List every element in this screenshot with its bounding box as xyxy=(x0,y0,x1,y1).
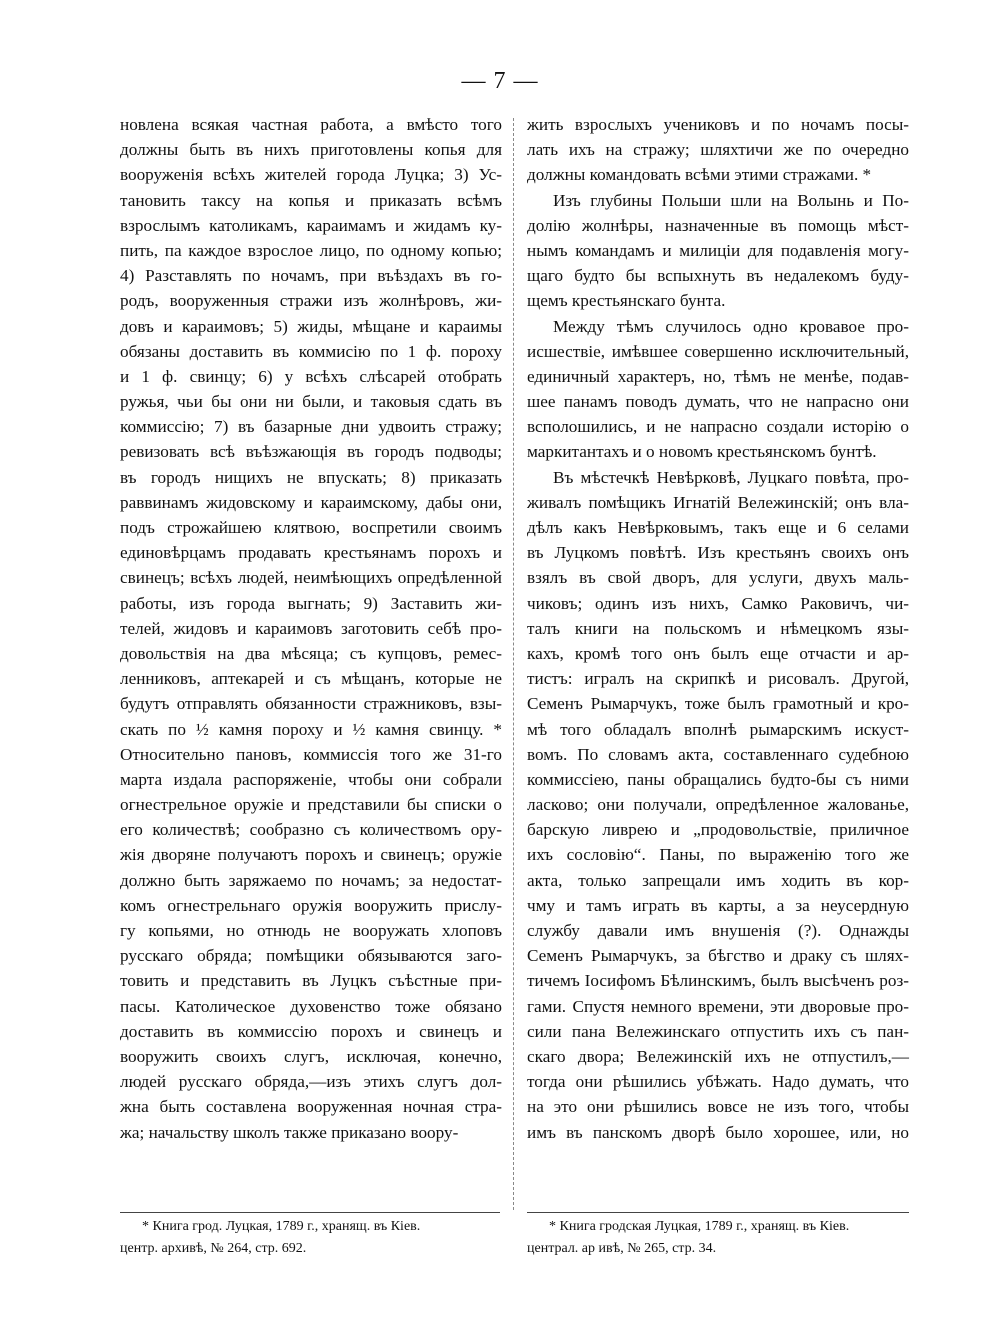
left-column-line: будутъ отправлять обязанности стражниковъ, взы- xyxy=(120,694,502,714)
right-column xyxy=(527,112,909,1145)
right-column-line: коммиссіею, паны обращались будто-бы съ ними xyxy=(527,769,909,789)
right-column-line: Между тѣмъ случилось одно кровавое про- xyxy=(553,316,909,336)
left-column-line: взрослымъ католикамъ, караимамъ и жидамъ ку- xyxy=(120,215,502,235)
left-column-line: вооруженія всѣхъ жителей города Луцка; 3) Ус- xyxy=(120,165,502,185)
right-column-line: талъ книги на польскомъ и нѣмецкомъ язы- xyxy=(527,618,909,638)
page-number: — 7 — xyxy=(461,68,539,94)
right-column-line: щемъ крестьянскаго бунта. xyxy=(527,291,726,311)
left-column-line: раввинамъ жидовскому и караимскому, дабы они, xyxy=(120,492,502,512)
left-column-line: огнестрельное оружіе и представили бы списки о xyxy=(120,795,502,815)
right-column-line: скаго двора; Вележинскій ихъ не отпустилъ,— xyxy=(527,1046,909,1066)
right-column-line: долію жолнѣры, назначенные въ помощь мѣст- xyxy=(527,215,909,235)
right-column-line: на это они рѣшились вовсе не изъ того, чтобы xyxy=(527,1097,909,1117)
left-column-line: ленниковъ, аптекарей и съ мѣщанъ, которые не xyxy=(120,669,502,689)
left-column-line: скать по ½ камня пороху и ½ камня свинцу. * xyxy=(120,719,502,739)
left-column-line: свинецъ; всѣхъ людей, неимѣющихъ опредѣленной xyxy=(120,568,502,588)
right-column-line: мѣ того обладалъ вполнѣ рымарскимъ искуст- xyxy=(527,719,909,739)
left-column-line: довъ и караимовъ; 5) жиды, мѣщане и караимы xyxy=(120,316,502,336)
left-column-line: жна быть составлена вооруженная ночная стра- xyxy=(120,1097,502,1117)
right-column-line: кахъ, кромѣ того онъ былъ еще отчасти и ар- xyxy=(527,643,909,663)
column-divider xyxy=(513,118,514,1210)
left-column-line: доставить въ коммиссію порохъ и свинецъ и xyxy=(120,1021,502,1041)
left-column-line: должно быть заряжаемо по ночамъ; за недостат- xyxy=(120,870,502,890)
right-column-line: Семенъ Рымарчукъ, тоже былъ грамотный и кро- xyxy=(527,694,909,714)
right-column-line: дѣлъ какъ Невѣрковымъ, такъ еще и 6 селами xyxy=(527,518,909,537)
right-column-line: Изъ глубины Польши шли на Волынь и По- xyxy=(553,190,909,210)
footnote-rule-right xyxy=(527,1212,909,1213)
right-column-line: чиковъ; одинъ изъ нихъ, Самко Раковичъ, чи- xyxy=(527,593,909,613)
left-column-line: ревизовать всѣ въѣзжающія въ городъ подводы; xyxy=(120,442,502,462)
left-column-line: подъ строжайшею клятвою, воспретили своимъ xyxy=(120,518,502,537)
left-column-line: единовѣрцамъ продавать крестьянамъ порохъ и xyxy=(120,543,502,563)
right-column-line: тистъ: игралъ на скрипкѣ и рисовалъ. Другой, xyxy=(527,669,909,689)
left-column-line: телей, жидовъ и караимовъ заготовить себѣ про- xyxy=(120,618,502,638)
left-column-line: марта издала распоряженіе, чтобы они собрали xyxy=(120,769,502,789)
right-column-line: лать ихъ на стражу; шляхтичи же по очередно xyxy=(527,140,909,160)
right-column-line: всполошились, и не напрасно создали исторію о xyxy=(527,417,909,437)
footnote-line: * Книга гродская Луцкая, 1789 г., хранящ. въ Кіев. xyxy=(549,1219,850,1234)
left-column-line: гу копьями, но отнюдь не вооружать хлоповъ xyxy=(120,921,502,940)
left-column-line: должны быть въ нихъ приготовлены копья для xyxy=(120,140,502,160)
left-column-line: комъ огнестрельнаго оружія вооружить прислу- xyxy=(120,895,502,915)
right-column-line: ихъ сословію“. Паны, по выраженію того же xyxy=(527,845,909,865)
left-column-line: товить и представить въ Луцкъ съѣстные при- xyxy=(120,971,502,991)
right-column-line: живалъ помѣщикъ Игнатій Вележинскій; онъ вла- xyxy=(527,492,909,512)
left-column-line: новлена всякая частная работа, а вмѣсто того xyxy=(120,115,502,134)
left-column-line: жія дворяне получаютъ порохъ и свинецъ; оружіе xyxy=(120,845,502,865)
left-column-line: 4) Разставлять по ночамъ, при въѣздахъ въ го- xyxy=(120,266,502,286)
right-column-line: акта, только запрещали имъ ходить въ кор- xyxy=(527,870,909,890)
left-column-line: русскаго обряда; помѣщики обязываются загo- xyxy=(120,946,502,966)
right-column-line: тичемъ Іосифомъ Бѣлинскимъ, былъ высѣченъ роз- xyxy=(527,971,909,991)
right-column-line: службу давали имъ внушенія (?). Однажды xyxy=(527,921,909,940)
footnote-line: центр. архивѣ, № 264, стр. 692. xyxy=(120,1241,307,1256)
left-column-line: обязаны доставить въ коммисію по 1 ф. пороху xyxy=(120,341,502,361)
left-column-line: пасы. Католическое духовенство тоже обязано xyxy=(120,996,502,1016)
left-column-line: жа; начальству школъ также приказано воору- xyxy=(120,1122,459,1142)
right-column-line: Семенъ Рымарчукъ, за бѣгство и драку съ шлях- xyxy=(527,946,909,966)
left-column-line: тановить таксу на копья и приказать всѣмъ xyxy=(120,190,502,210)
left-column-line: родъ, вооруженныя стражи изъ жолнѣровъ, жи- xyxy=(120,291,502,311)
right-column-line: исшествіе, имѣвшее совершенно исключительный, xyxy=(527,341,909,361)
right-column-line: жить взрослыхъ учениковъ и по ночамъ посы- xyxy=(527,115,909,134)
left-column-line: и 1 ф. свинцу; 6) у всѣхъ слѣсарей отобрать xyxy=(120,366,502,386)
left-column-line: коммиссію; 7) въ базарные дни удвоить стражу; xyxy=(120,417,502,437)
right-column-line: барскую ливрею и „продовольствіе, приличное xyxy=(527,820,909,840)
right-column-line: щаго будто бы вспыхнуть въ недалекомъ буду- xyxy=(527,266,909,286)
left-column-line: пить, па каждое взрослое лицо, по одному копью; xyxy=(120,240,502,260)
right-column-line: имъ въ панскомъ дворѣ было хорошее, или, но xyxy=(527,1122,909,1142)
footnote-line: централ. ар ивѣ, № 265, стр. 34. xyxy=(527,1241,717,1256)
right-column-line: тогда они рѣшились убѣжать. Надо думать, что xyxy=(527,1072,909,1092)
footnote-left xyxy=(120,1216,500,1260)
right-column-line: сили пана Вележинскаго отпустить ихъ съ пан- xyxy=(527,1021,909,1041)
left-column-line: довольствія на два мѣсяца; съ купцовъ, ремес- xyxy=(120,643,502,663)
right-column-line: вомъ. По словамъ акта, составленнаго судебною xyxy=(527,744,909,764)
right-column-line: маркитантахъ и о новомъ крестьянскомъ бунтѣ. xyxy=(527,442,877,462)
left-column-line: людей русскаго обряда,—изъ этихъ слугъ дол- xyxy=(120,1072,502,1092)
right-column-line: Въ мѣстечкѣ Невѣрковѣ, Луцкаго повѣта, про- xyxy=(553,467,909,487)
footnote-rule-left xyxy=(120,1212,500,1213)
left-column-line: вооружить своихъ слугъ, исключая, конечно, xyxy=(120,1046,502,1066)
right-column-line: гами. Спустя немного времени, эти дворовые про- xyxy=(527,996,909,1016)
left-column xyxy=(120,112,502,1145)
right-column-line: чму и тамъ играть въ карты, а за неусердную xyxy=(527,895,909,915)
left-column-line: въ городъ нищихъ не впускать; 8) приказать xyxy=(120,467,502,487)
right-column-line: въ Луцкомъ повѣтѣ. Изъ крестьянъ своихъ онъ xyxy=(527,543,909,563)
left-column-line: работы, изъ города выгнать; 9) Заставить жи- xyxy=(120,593,502,613)
left-column-line: Относительно пановъ, коммиссія того же 31-го xyxy=(120,744,502,764)
right-column-line: шее панамъ поводъ думать, что не напрасно они xyxy=(527,392,909,412)
left-column-line: его количествѣ; сообразно съ количествомъ ору- xyxy=(120,820,502,840)
right-column-line: ласково; они получали, опредѣленное жалованье, xyxy=(527,795,909,815)
right-column-line: единичный характеръ, но, тѣмъ не менѣе, подав- xyxy=(527,366,909,386)
right-column-line: взялъ въ свой дворъ, для услуги, двухъ маль- xyxy=(527,568,909,588)
footnote-line: * Книга грод. Луцкая, 1789 г., хранящ. въ Кіев. xyxy=(142,1219,421,1234)
right-column-line: нымъ командамъ и милиціи для подавленія могу- xyxy=(527,240,909,260)
left-column-line: ружья, чьи бы они ни были, и таковыя сдать въ xyxy=(120,392,502,412)
right-column-line: должны командовать всѣми этими стражами. * xyxy=(527,165,872,185)
footnote-right xyxy=(527,1216,909,1260)
